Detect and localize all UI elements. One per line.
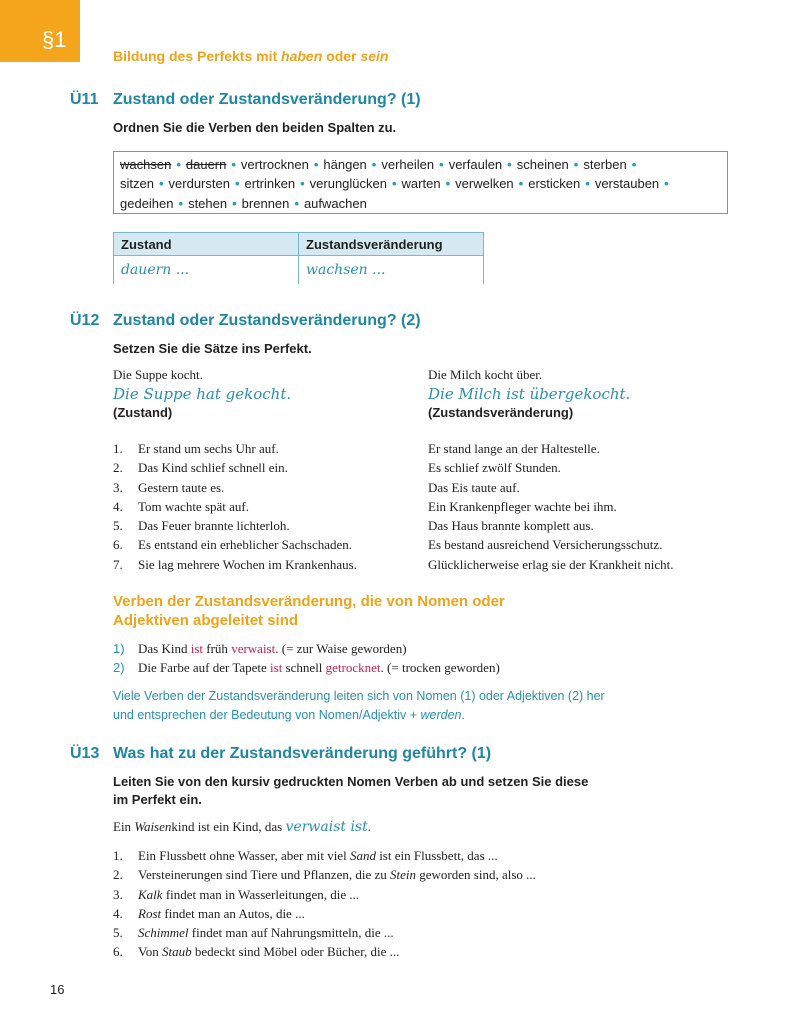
exercise-number-u12: Ü12 [70,312,100,329]
classification-table [113,232,484,284]
exercise-instruction-u13: Leiten Sie von den kursiv gedruckten Nomen Verben ab und setzen Sie diese im Perfekt ein. [113,774,589,807]
word-box [113,151,728,214]
word-chip: dauern [185,157,227,172]
section-title-sein: sein [360,48,389,64]
word-chip: verstauben [594,176,660,192]
example-label-left: (Zustand) [113,405,173,420]
list-item: 1. Er stand um sechs Uhr auf. [113,441,279,456]
section-badge [0,0,80,62]
grammar-note-heading [113,592,505,630]
example-sentence-right: Die Milch kocht über. [428,367,543,382]
word-chip: vertrocknen [240,157,309,172]
example-answer-right: Die Milch ist übergekocht. [428,385,631,403]
word-box-line: gedeihen • stehen • brennen • aufwachen [120,195,367,211]
list-item: 6. Von Staub bedeckt sind Möbel oder Bücher, die ... [113,944,400,960]
list-item: 2. Versteinerungen sind Tiere und Pflanzen, die zu Stein geworden sind, also ... [113,867,536,883]
answer-cell-zustand[interactable]: dauern ... [114,256,299,285]
word-chip: brennen [241,195,290,211]
word-chip: stehen [188,195,228,211]
list-item: 5. Schimmel findet man auf Nahrungsmitteln, die ... [113,925,394,941]
list-item: Das Haus brannte komplett aus. [428,518,594,534]
column-header-zustandsveraenderung: Zustandsveränderung [299,233,484,256]
list-item: 5. Das Feuer brannte lichterloh. [113,518,290,534]
word-chip: verheilen [381,157,435,172]
sentence-list-right [428,439,673,574]
list-item: 7. Sie lag mehrere Wochen im Krankenhaus. [113,556,357,572]
list-item: 4. Tom wachte spät auf. [113,498,249,514]
list-item: 2. Das Kind schlief schnell ein. [113,460,288,476]
word-chip: verdursten [168,176,230,192]
list-item: Glücklicherweise erlag sie der Krankheit nicht. [428,556,674,572]
column-header-zustand: Zustand [114,233,299,256]
word-chip: verunglücken [309,176,387,192]
example-sentence-left: Die Suppe kocht. [113,367,203,382]
section-title-part: Bildung des Perfekts mit [113,48,282,64]
exercise-title-u12: Zustand oder Zustandsveränderung? (2) [113,312,421,329]
word-chip: verfaulen [448,157,503,172]
word-chip: hängen [323,157,367,172]
list-item: Es bestand ausreichend Versicherungsschutz. [428,537,663,553]
list-item: 6. Es entstand ein erheblicher Sachschaden. [113,537,353,553]
word-chip: sitzen [120,176,154,192]
word-chip: aufwachen [303,195,367,211]
exercise-title-u11: Zustand oder Zustandsveränderung? (1) [113,91,421,108]
list-item: 4. Rost findet man an Autos, die ... [113,905,305,921]
page-number: 16 [50,982,65,997]
section-title [113,48,388,64]
exercise-number-u11: Ü11 [70,91,99,108]
exercise-instruction-u12: Setzen Sie die Sätze ins Perfekt. [113,341,312,356]
example-sentence-u13: Ein Waisenkind ist ein Kind, das verwaist ist. [113,819,371,835]
grammar-note-text [113,687,653,725]
list-item: 1. Ein Flussbett ohne Wasser, aber mit viel Sand ist ein Flussbett, das ... [113,848,498,863]
word-chip: warten [401,176,441,192]
table-header-row [114,233,484,256]
word-chip: ersticken [528,176,581,192]
grammar-note-line: und entsprechen der Bedeutung von Nomen/Adjektiv + werden. [113,708,465,722]
list-item: Das Eis taute auf. [428,479,520,495]
word-chip: wachsen [120,157,172,172]
list-item: Er stand lange an der Haltestelle. [428,441,600,456]
section-number: §1 [42,27,67,52]
list-item: 3. Kalk findet man in Wasserleitungen, die ... [113,886,360,902]
list-item: Es schlief zwölf Stunden. [428,460,561,476]
word-box-line: sitzen • verdursten • ertrinken • verunglücken • warten • verwelken • ersticken • verstauben • [120,176,669,192]
example-label-right: (Zustandsveränderung) [428,405,574,420]
grammar-note-heading-line: Adjektiven abgeleitet sind [113,612,299,629]
sentence-list-left [113,439,357,574]
exercise-title-u13: Was hat zu der Zustandsveränderung geführt? (1) [113,745,492,762]
exercise-number-u13: Ü13 [70,745,100,762]
item-list-u13 [113,846,536,962]
word-chip: sterben [583,157,627,172]
word-chip: verwelken [455,176,514,192]
example-answer-u13: verwaist ist [285,819,368,835]
grammar-examples [113,639,500,678]
exercise-instruction-u11: Ordnen Sie die Verben den beiden Spalten zu. [113,120,397,135]
word-chip: gedeihen [120,195,174,211]
answer-cell-zustandsveraenderung[interactable]: wachsen ... [299,256,484,285]
word-box-line: wachsen • dauern • vertrocknen • hängen • verheilen • verfaulen • scheinen • sterben • [120,157,637,172]
example-answer-left: Die Suppe hat gekocht. [113,385,292,403]
grammar-note-heading-line: Verben der Zustandsveränderung, die von Nomen oder [113,593,505,610]
list-item: 3. Gestern taute es. [113,479,225,495]
word-chip: scheinen [516,157,569,172]
grammar-example: 1) Das Kind ist früh verwaist. (= zur Waise geworden) [113,641,407,656]
section-title-haben: haben [281,48,323,64]
list-item: Ein Krankenpfleger wachte bei ihm. [428,498,617,514]
grammar-example: 2) Die Farbe auf der Tapete ist schnell getrocknet. (= trocken geworden) [113,660,500,676]
table-row [114,256,484,285]
section-title-part: oder [322,48,361,64]
word-chip: ertrinken [244,176,296,192]
grammar-note-line: Viele Verben der Zustandsveränderung leiten sich von Nomen (1) oder Adjektiven (2) her [113,689,605,703]
